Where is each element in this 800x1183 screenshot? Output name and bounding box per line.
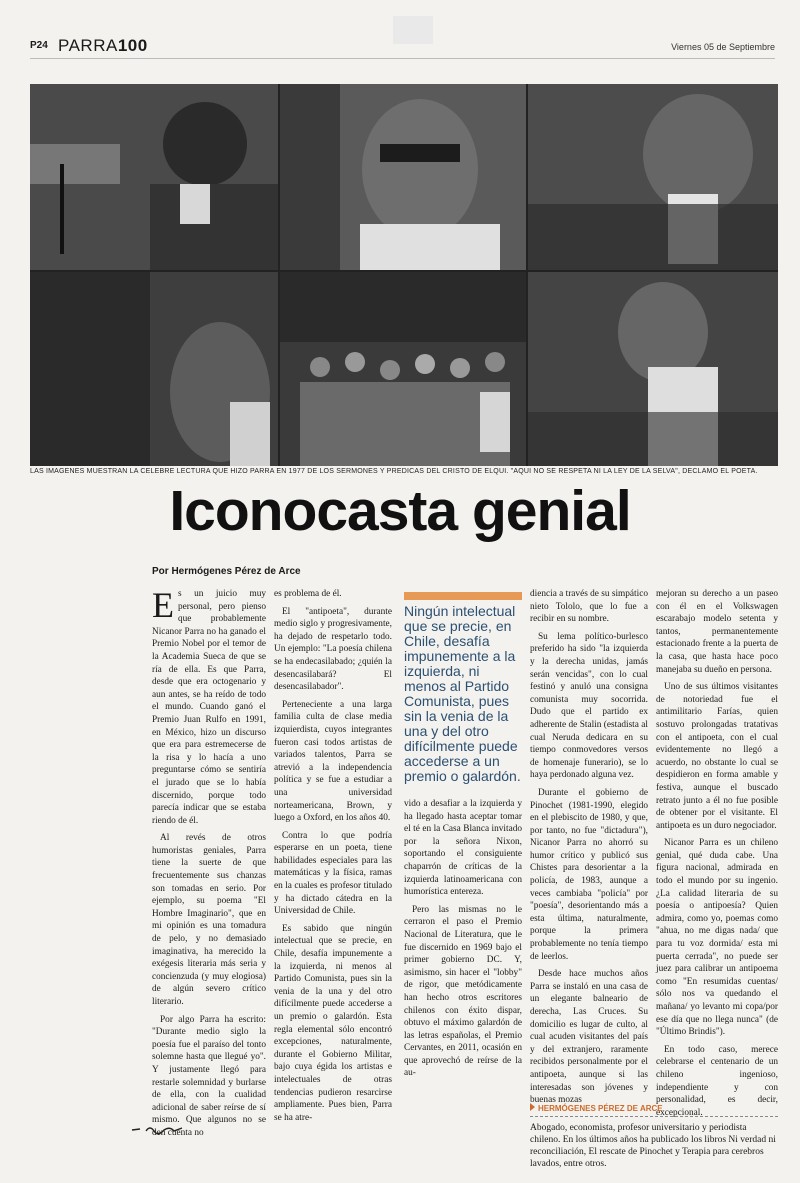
paragraph: Desde hace muchos años Parra se instaló en una casa de un elegante balneario de derecha, Las Cruces. Su domicilio es lugar de culto, al cual acuden visitantes del país y del extranjero, raramente recibidos personalmente por el antipoeta, aunque si las interesadas son jóvenes y buenas mozas [530, 969, 648, 1106]
photo-poet-profile [528, 84, 778, 270]
paragraph: Es sabido que ningún intelectual que se precie, en Chile, desafía impunemente a la izquierda, ni menos al Partido Comunista, pues sin la venia de la una y del otro difícilmente puede accederse a un premio o galardón. Esta regla elemental sólo encontró excepciones, naturalmente, durante el Gobierno Militar, bajo cuya égida los artistas e intelectuales de otras tendencias pudieron resarcirse ampliamente. Pues bien, Parra se ha atre- [274, 923, 392, 1123]
paragraph: Uno de sus últimos visitantes de notoriedad fue el antimilitario Farías, quien sostuvo prolongadas tratativas con el antipoeta, con el cual evidentemente no llegó a acuerdo, no obstante lo cual se despidieron en forma amable y festiva, aunque el buscado retrato junto a él no fue posible de obtener por el visitante. El antipoeta es un duro negociador. [656, 682, 778, 831]
author-signature-icon [130, 1122, 190, 1136]
drop-cap: E [152, 585, 174, 625]
pull-quote-bar [404, 592, 522, 600]
byline: Por Hermógenes Pérez de Arce [152, 566, 301, 577]
column-1 [152, 585, 266, 1145]
photo-reading [528, 272, 778, 466]
column-4 [530, 588, 648, 1112]
issue-date: Viernes 05 de Septiembre [671, 42, 775, 52]
photo-collage [30, 84, 778, 466]
photo-caption: LAS IMÁGENES MUESTRAN LA CÉLEBRE LECTURA QUE HIZO PARRA EN 1977 DE LOS SERMONES Y PRÉDICAS DEL CRISTO DE ELQUI. "AQUÍ NO SE RESPETA NI LA LEY DE LA SELVA", DECLAMÓ EL POETA. [30, 468, 758, 475]
paragraph: Pero las mismas no le cerraron el paso el Premio Nacional de Literatura, que le fue discernido en 1969 bajo el primer gobierno DC. Y, asimismo, sin hacer el "lobby" de rigor, que metódicamente han hecho otros escritores chilenos con éxito dispar, obtuvo el máximo galardón de las letras españolas, el Premio Cervantes, en 2011, ocasión en que aprovechó de reírse de la au- [404, 904, 522, 1079]
paragraph: Nicanor Parra es un chileno genial, qué duda cabe. Una figura nacional, admirada en todo el mundo por su ingenio. ¿La calidad literaria de su poesía o antipoesía? Quien admira, como yo, poemas como "ahua, no me digas nada/ que para tu voz dormida/ esta mi puerta cerrada", no puede ser juez para calibrar un antipoema como "En resumidas cuentas/ sólo nos va quedando el mañana/ yo levanto mi copa/por ese día que no llega nunca" (de "Último Brindis"). [656, 838, 778, 1038]
photo-gesture [30, 272, 278, 466]
paragraph: En todo caso, merece celebrarse el centenario de un chileno ingenioso, independiente y con personalidad, es decir, excepcional. [656, 1044, 778, 1118]
paragraph: vido a desafiar a la izquierda y ha llegado hasta aceptar tomar el té en la Casa Blanca invitado por la señora Nixon, soportando el consiguiente chaparrón de críticas de la izquierda latinoamericana con humorística entereza. [404, 799, 522, 898]
redaction-block [393, 16, 433, 44]
paragraph: mejoran su derecho a un paseo con él en el Volkswagen escarabajo modelo setenta y tantos, permanentemente estacionado frente a la puerta de la casa, que hasta hace poco manejaba su dueño en persona. [656, 589, 778, 675]
author-bio-name: HERMÓGENES PÉREZ DE ARCE [530, 1103, 778, 1117]
paragraph: diencia a través de su simpático nieto Tololo, que lo fue a recibir en su nombre. [530, 589, 648, 625]
author-bio [530, 1103, 778, 1170]
column-2 [274, 588, 392, 1129]
pull-quote-text: Ningún intelectual que se precie, en Chile, desafía impunemente a la izquierda, ni menos al Partido Comunista, pues sin la venia de la una y del otro difícilmente puede accederse a un premio o galardón. [404, 603, 521, 784]
photo-poet-closeup [280, 84, 526, 270]
paragraph: El "antipoeta", durante medio siglo y progresivamente, ha dejado de respetarlo todo. Un ejemplo: "La poesía chilena se ha endecasilabado; ¿quién la desencasilabará? El desencasilabador". [274, 606, 392, 693]
column-3 [404, 798, 522, 1085]
paragraph: Contra lo que podría esperarse en un poeta, tiene habilidades especiales para las matemáticas y la física, ramas en la cuales es profesor titulado y ha dictado cátedra en la Universidad de Chile. [274, 830, 392, 917]
paragraph: Perteneciente a una larga familia culta de clase media izquierdista, cuyos integrantes fueron casi todos artistas de variados talentos, Parra se atrevió a la independencia política y se fue a estudiar a una universidad norteamericana, Brown, y luego a Oxford, en los años 40. [274, 699, 392, 824]
page-number: P24 [30, 40, 48, 51]
paragraph: Durante el gobierno de Pinochet (1981-1990, elegido en el plebiscito de 1980, y que, por tanto, no fue "dictadura"), Nicanor Parra no ahorró su humor crítico y publicó sus Chistes para desorientar a la policía, de 1983, aunque a veces cambiaba "policía" por "poesía", desorientando más a esta última, naturalmente, porque la primera probablemente no tenía tiempo de leerlos. [530, 787, 648, 962]
section-title: PARRA100 [58, 36, 148, 55]
paragraph: Por algo Parra ha escrito: "Durante medio siglo la poesía fue el paraíso del tonto solemne hasta que llegué yo". Y justamente llegó para restarle solemnidad y burlarse de ella, con la cualidad adicional de saber reírse de sí mismo. Que algunos no se den cuenta no [152, 1014, 266, 1138]
column-5 [656, 588, 778, 1124]
paragraph: Es un juicio muy personal, pero pienso que probablemente Nicanor Parra no ha ganado el Premio Nobel por el temor de la Academia Sueca de que se ría de ella. Es que Parra, desde que era octogenario y aun antes, se ha reído de todo el mundo. Cuando ganó el Premio Juan Rulfo en 1991, en México, hizo un discurso que era para estremecerse de la risa y lo hacía a uno preguntarse cómo se sentiría el jurado que se lo había discernido, porque todo parecía indicar que se estaba riendo de él. [152, 585, 266, 826]
paragraph: Su lema político-burlesco preferido ha sido "la izquierda y la derecha unidas, jamás serán vencidas", con lo cual festinó y anuló una consigna comunista muy socorrida. Dudo que el partido ex adherente de Stalin (estadista al cual Neruda dedicara en su tiempo conmovedores versos de homenaje funerario), se lo haya perdonado alguna vez. [530, 631, 648, 781]
paragraph: es problema de él. [274, 589, 342, 599]
author-bio-text: Abogado, economista, profesor universitario y periodista chileno. En los últimos años ha publicado los libros Ni verdad ni reconciliación, El rescate de Pinochet y Terapia para cerebros lavados, entre otros. [530, 1123, 776, 1169]
paragraph: Al revés de otros humoristas geniales, Parra tiene la suerte de que frecuentemente sus chanzas son tomadas en serio. Por ejemplo, su poema "El Hombre Imaginario", que en mi opinión es una tomadura de pelo, y no demasiado imaginativa, ha merecido la exégesis literaria más seria y concienzuda (y muy elogiosa) de algún severo crítico literario. [152, 833, 266, 1007]
triangle-icon [530, 1103, 535, 1111]
photo-audience [280, 272, 526, 466]
pull-quote [404, 592, 522, 784]
photo-microphone [30, 84, 278, 270]
headline: Iconocasta genial [169, 479, 631, 543]
